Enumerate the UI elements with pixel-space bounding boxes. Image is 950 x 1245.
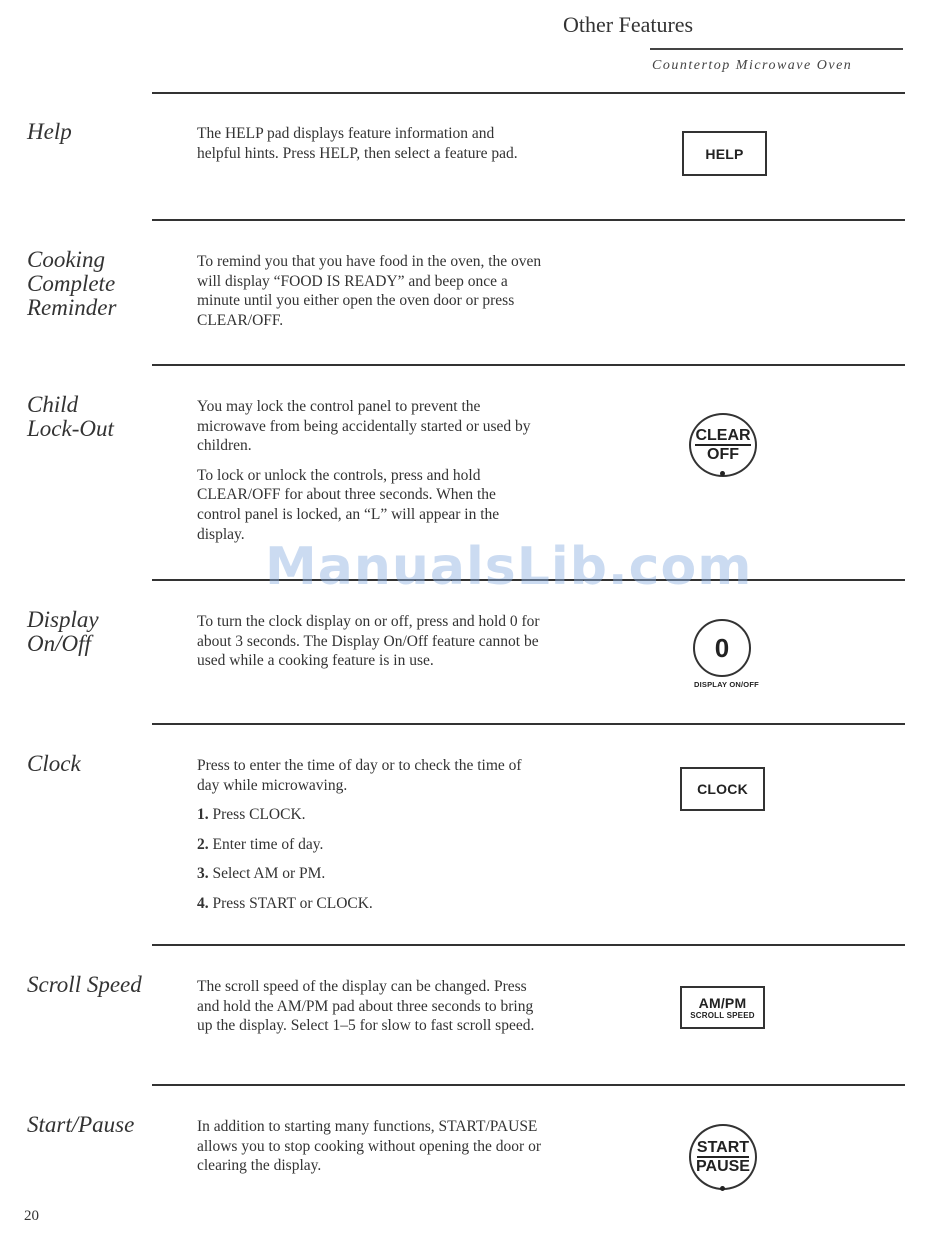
zero-display-button[interactable] [693,619,751,677]
section-divider [152,1084,905,1086]
section-title: Scroll Speed [27,972,142,997]
button-sublabel: SCROLL SPEED [690,1011,755,1020]
button-label: CLOCK [697,781,748,797]
page-header-title: Other Features [563,12,694,37]
header-divider [650,48,903,50]
paragraph: To turn the clock display on or off, press and hold 0 for about 3 seconds. The Display On/Off feature cannot be used while a cooking feature is in use. [197,613,540,670]
step-item [197,894,542,914]
section-title: Clock [27,751,81,776]
paragraph: In addition to starting many functions, START/PAUSE allows you to stop cooking without opening the door or clearing the display. [197,1118,541,1175]
section-title: Start/Pause [27,1112,135,1137]
button-label: HELP [705,145,744,162]
button-label: AM/PM [698,995,747,1011]
help-button[interactable] [682,131,767,176]
indicator-dot-icon [720,1186,725,1191]
section-body [197,252,542,340]
button-label-line1: CLEAR [695,427,751,444]
step-text: Enter time of day. [212,835,324,853]
paragraph: The scroll speed of the display can be changed. Press and hold the AM/PM pad about three seconds to bring up the display. Select 1–5 for slow to fast scroll speed. [197,978,535,1035]
step-item [197,864,542,884]
section-divider [152,92,905,94]
step-number: 4. [197,894,209,912]
section-title: Display On/Off [27,607,99,656]
step-number: 3. [197,865,209,883]
button-label-line2: OFF [707,446,739,463]
section-divider [152,723,905,725]
section-body [197,124,542,173]
step-text: Select AM or PM. [212,865,326,883]
watermark: ManualsLib.com [265,537,753,597]
section-title: Child Lock-Out [27,392,114,441]
button-label: 0 [714,633,730,663]
clear-off-button[interactable] [689,413,757,477]
paragraph: The HELP pad displays feature information and helpful hints. Press HELP, then select a feature pad. [197,125,518,162]
paragraph: Press to enter the time of day or to check the time of day while microwaving. [197,757,522,794]
section-divider [152,364,905,366]
step-item [197,835,542,855]
start-pause-button[interactable] [689,1124,757,1190]
section-body [197,1117,542,1186]
paragraph: To remind you that you have food in the oven, the oven will display “FOOD IS READY” and beep once a minute until you either open the oven door or press CLEAR/OFF. [197,253,542,329]
step-text: Press START or CLOCK. [212,894,373,912]
section-title: Help [27,119,72,144]
am-pm-button[interactable] [680,986,765,1029]
section-body [197,397,542,554]
section-title: Cooking Complete Reminder [27,247,117,320]
button-caption: DISPLAY ON/OFF [694,680,759,689]
button-label-line2: PAUSE [696,1158,750,1175]
page-header-subtitle: Countertop Microwave Oven [652,58,853,73]
clock-button[interactable] [680,767,765,811]
step-number: 2. [197,835,209,853]
section-divider [152,944,905,946]
paragraph: To lock or unlock the controls, press and hold CLEAR/OFF for about three seconds. When the control panel is locked, an “L” will appear in the display. [197,466,500,543]
step-text: Press CLOCK. [212,806,306,824]
step-item [197,805,542,825]
section-body [197,977,542,1046]
section-body [197,612,542,681]
paragraph: You may lock the control panel to prevent the microwave from being accidentally started or used by children. [197,398,531,455]
button-label-line1: START [696,1139,750,1156]
section-body [197,756,542,924]
step-number: 1. [197,806,209,824]
section-divider [152,219,905,221]
indicator-dot-icon [720,471,725,476]
page-number: 20 [24,1208,39,1224]
